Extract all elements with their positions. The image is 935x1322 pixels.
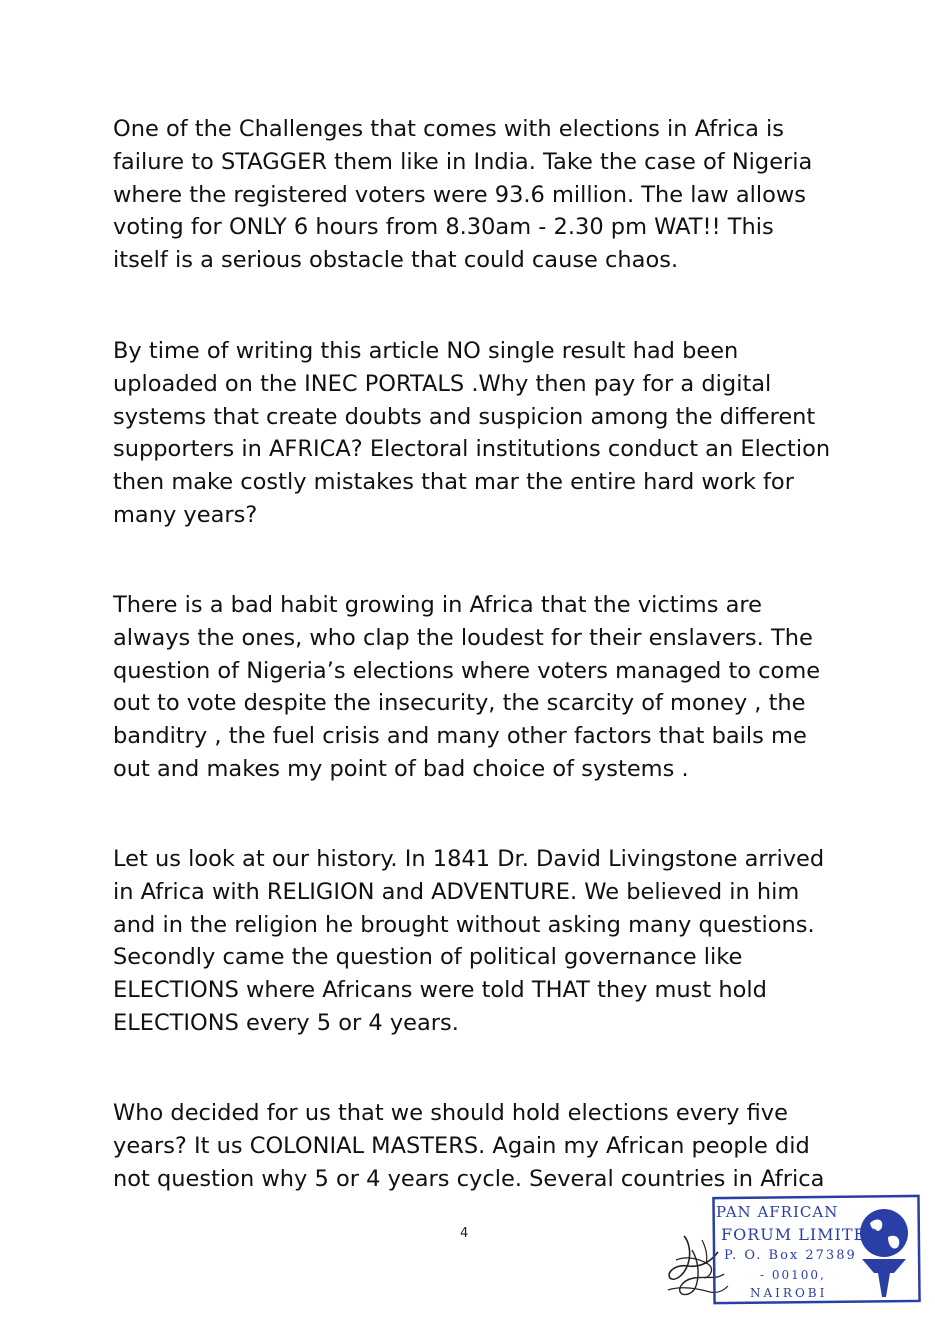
text-line: uploaded on the INEC PORTALS .Why then pay for a digital bbox=[113, 370, 772, 397]
text-line: By time of writing this article NO single result had been bbox=[113, 338, 739, 364]
text-line: systems that create doubts and suspicion among the different bbox=[113, 403, 816, 430]
text-line: itself is a serious obstacle that could cause chaos. bbox=[113, 247, 679, 274]
text-line: not question why 5 or 4 years cycle. Several countries in Africa bbox=[113, 1165, 825, 1192]
paragraph-3 bbox=[113, 589, 833, 786]
paragraph-5 bbox=[113, 1097, 833, 1195]
text-line: Who decided for us that we should hold elections every five bbox=[113, 1100, 788, 1126]
text-line: ELECTIONS every 5 or 4 years. bbox=[113, 1009, 459, 1036]
paragraph-1 bbox=[113, 113, 833, 277]
paragraph-4 bbox=[113, 843, 833, 1040]
text-line: always the ones, who clap the loudest for their enslavers. The bbox=[113, 624, 813, 651]
stamp-line-city: NAIROBI bbox=[750, 1286, 828, 1300]
text-line: question of Nigeria’s elections where voters managed to come bbox=[113, 657, 821, 684]
text-line: Secondly came the question of political governance like bbox=[113, 944, 743, 971]
text-line: There is a bad habit growing in Africa that the victims are bbox=[113, 592, 762, 618]
stamp-line-company-2: FORUM LIMITED bbox=[721, 1225, 881, 1244]
text-line: Let us look at our history. In 1841 Dr. David Livingstone arrived bbox=[113, 846, 825, 872]
stamp-line-company: PAN AFRICAN bbox=[716, 1203, 839, 1221]
text-line: voting for ONLY 6 hours from 8.30am - 2.30 pm WAT!! This bbox=[113, 214, 774, 241]
text-line: in Africa with RELIGION and ADVENTURE. We believed in him bbox=[113, 878, 800, 905]
text-line: where the registered voters were 93.6 million. The law allows bbox=[113, 181, 807, 208]
text-line: out to vote despite the insecurity, the scarcity of money , the bbox=[113, 690, 806, 717]
text-line: failure to STAGGER them like in India. Take the case of Nigeria bbox=[113, 148, 813, 175]
globe-torch-icon bbox=[860, 1209, 908, 1297]
text-line: ELECTIONS where Africans were told THAT they must hold bbox=[113, 977, 767, 1004]
text-line: banditry , the fuel crisis and many other factors that bails me bbox=[113, 723, 807, 750]
text-line: out and makes my point of bad choice of systems . bbox=[113, 755, 689, 782]
paragraph-2 bbox=[113, 335, 833, 532]
text-line: supporters in AFRICA? Electoral institutions conduct an Election bbox=[113, 436, 831, 463]
page-number: 4 bbox=[460, 1226, 469, 1241]
stamp-line-po-box: P. O. Box 27389 bbox=[724, 1248, 857, 1263]
text-line: and in the religion he brought without asking many questions. bbox=[113, 911, 815, 938]
text-line: many years? bbox=[113, 501, 258, 528]
text-line: One of the Challenges that comes with elections in Africa is bbox=[113, 116, 784, 142]
stamp-line-postcode: - 00100, bbox=[760, 1268, 826, 1282]
text-line: years? It us COLONIAL MASTERS. Again my African people did bbox=[113, 1132, 810, 1159]
text-line: then make costly mistakes that mar the entire hard work for bbox=[113, 469, 794, 496]
